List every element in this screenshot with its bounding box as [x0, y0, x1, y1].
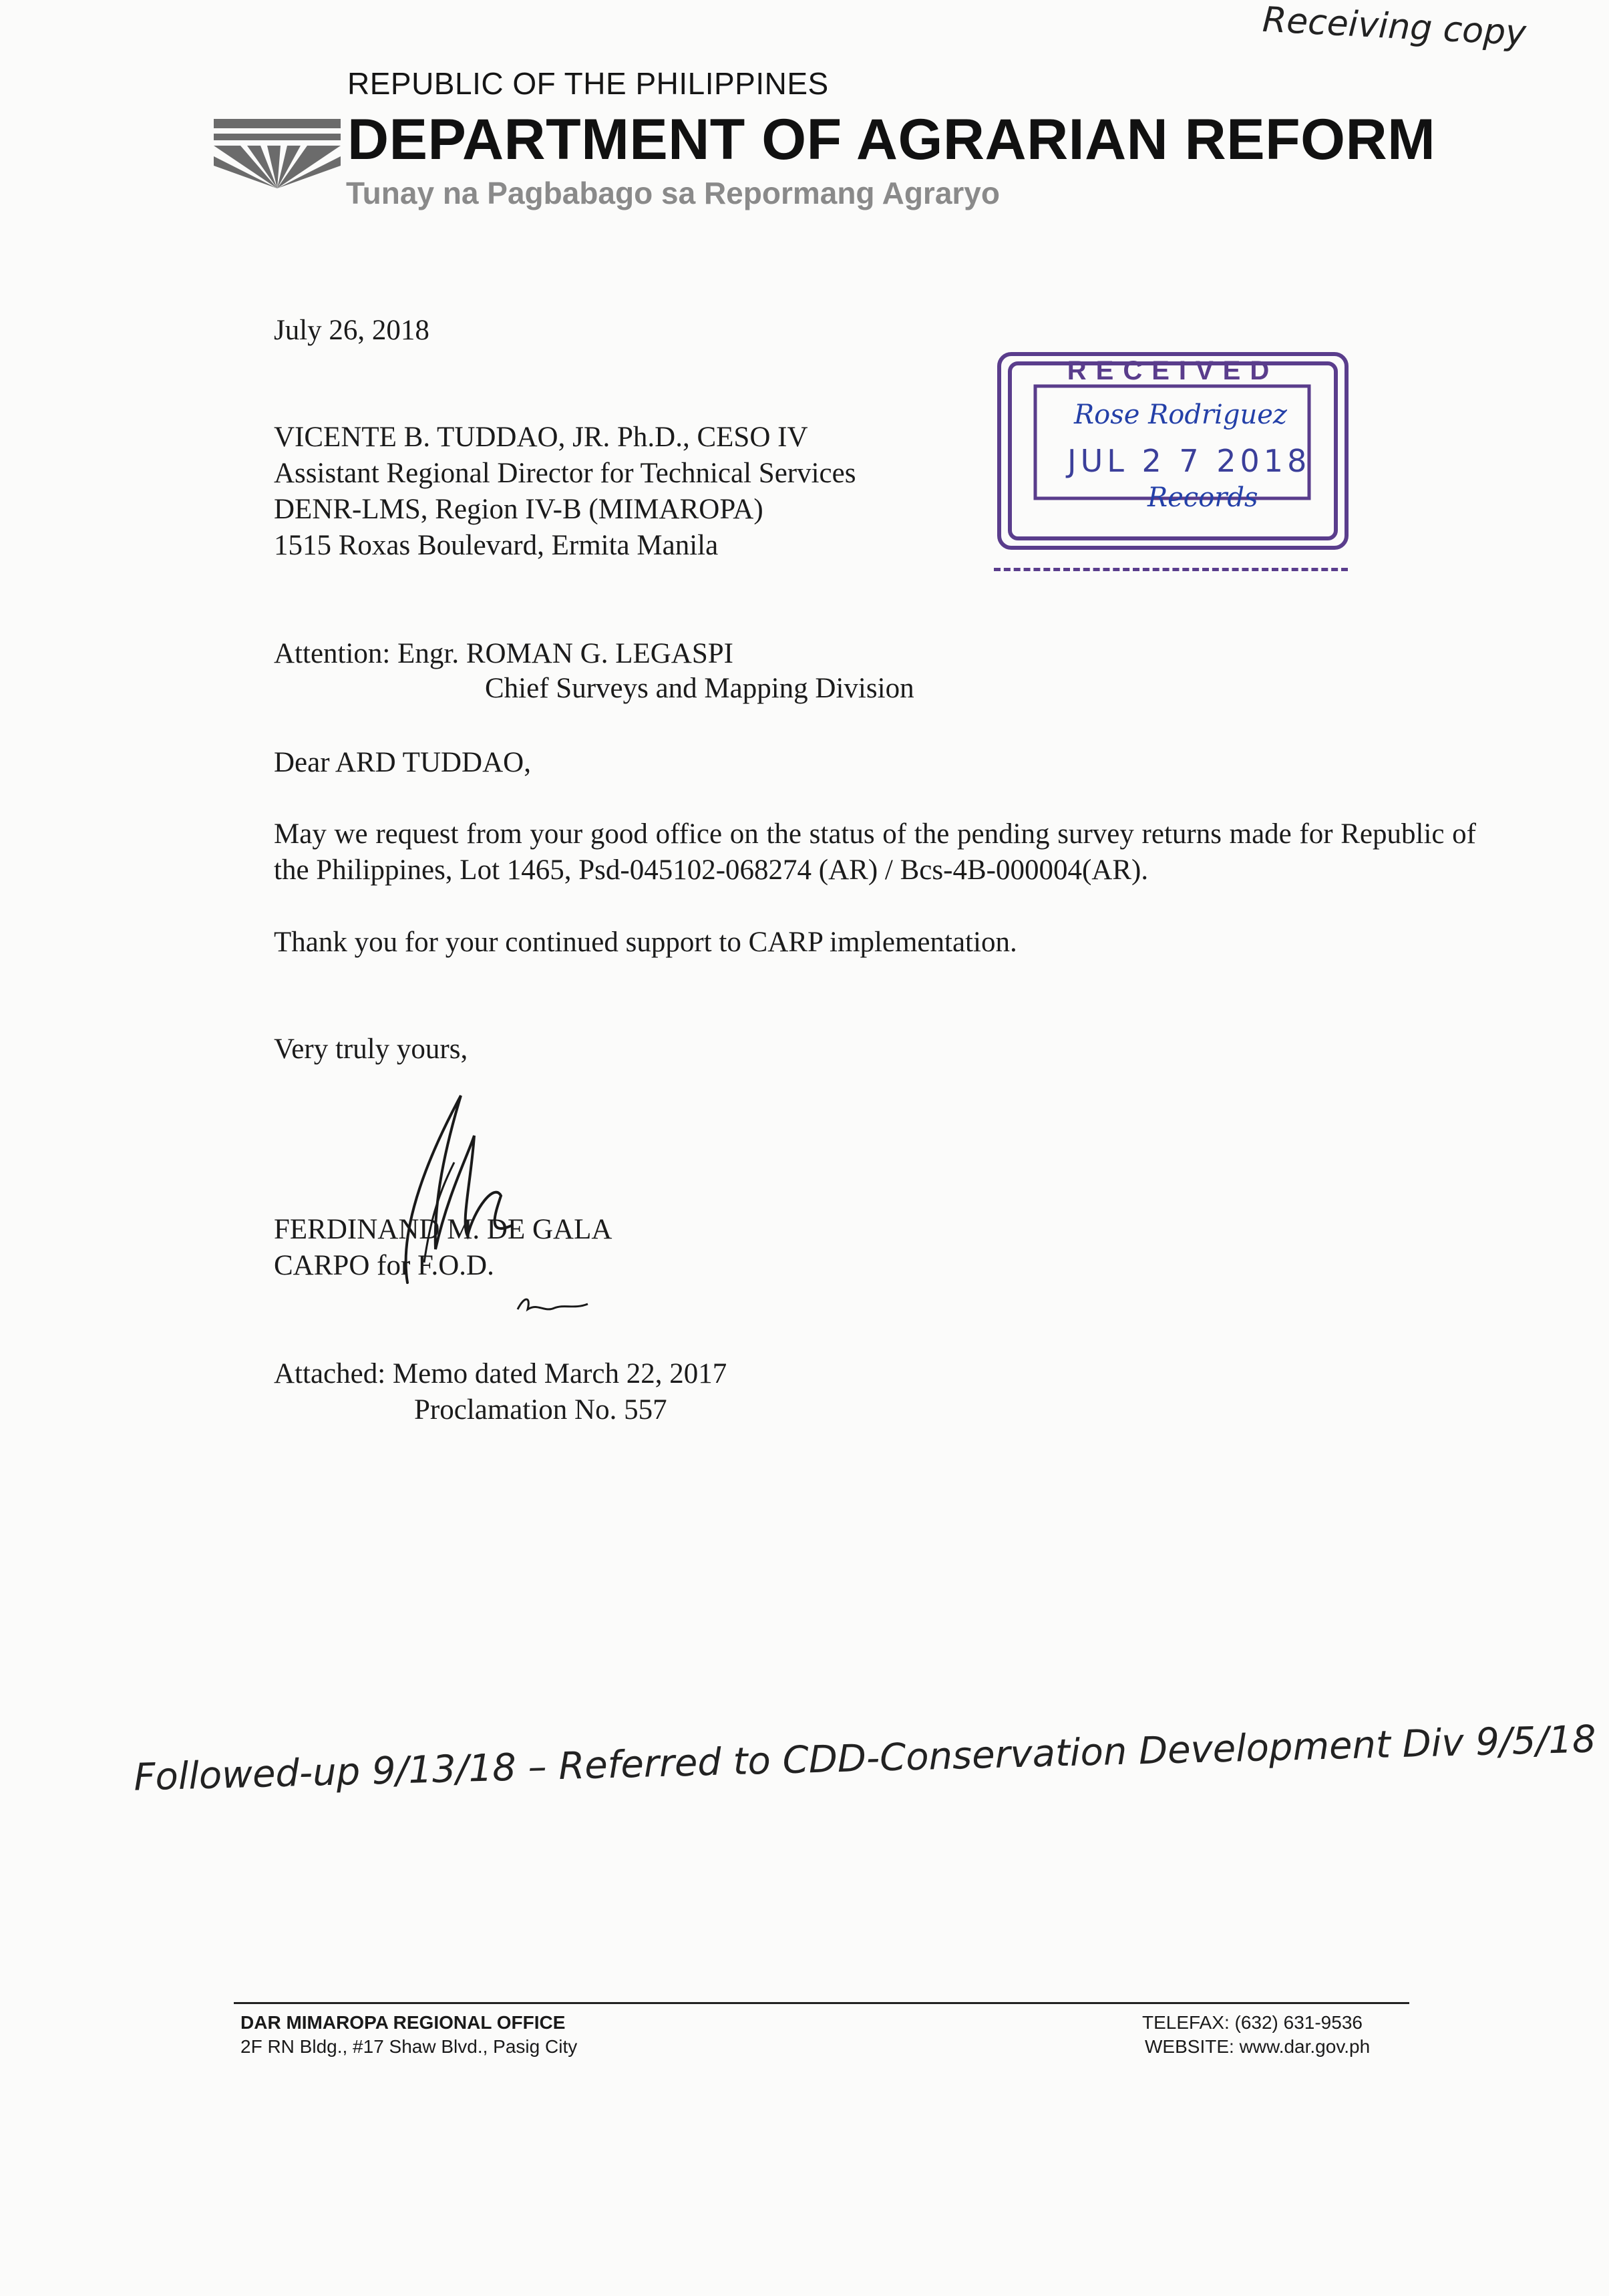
signatory-name: FERDINAND M. DE GALA [274, 1214, 612, 1245]
letter-date: July 26, 2018 [274, 315, 429, 346]
republic-heading: REPUBLIC OF THE PHILIPPINES [347, 66, 829, 101]
body-paragraph-thanks: Thank you for your continued support to CARP implementation. [274, 927, 1017, 958]
recipient-title: Assistant Regional Director for Technical Services [274, 458, 856, 489]
signatory-title: CARPO for F.O.D. [274, 1250, 494, 1281]
footer-address: 2F RN Bldg., #17 Shaw Blvd., Pasig City [240, 2036, 578, 2057]
stamp-date: JUL 2 7 2018 [1067, 443, 1311, 479]
stamp-unit: Records [1147, 482, 1258, 513]
attention-title: Chief Surveys and Mapping Division [485, 673, 914, 704]
footer-rule [234, 2002, 1409, 2004]
salutation: Dear ARD TUDDAO, [274, 747, 531, 778]
receiving-copy-note: Receiving copy [1261, 0, 1528, 54]
recipient-address: 1515 Roxas Boulevard, Ermita Manila [274, 530, 719, 561]
department-tagline: Tunay na Pagbabago sa Repormang Agraryo [346, 176, 1000, 210]
handwritten-initials [514, 1289, 594, 1323]
footer-telefax: TELEFAX: (632) 631-9536 [1142, 2012, 1363, 2033]
closing: Very truly yours, [274, 1033, 468, 1065]
followup-note: Followed-up 9/13/18 – Referred to CDD-Conservation Development Div 9/5/18 [133, 1717, 1597, 1800]
footer-office: DAR MIMAROPA REGIONAL OFFICE [240, 2012, 566, 2033]
body-paragraph-request: May we request from your good office on the status of the pending survey returns made for Republic of the Philippines, Lot 1465, Psd-045102-068274 (AR) / Bcs-4B-000004(AR). [274, 818, 1476, 886]
attention-line: Attention: Engr. ROMAN G. LEGASPI [274, 638, 733, 669]
footer-website: WEBSITE: www.dar.gov.ph [1145, 2036, 1371, 2057]
signatory-block [274, 1212, 612, 1284]
attachments-line: Attached: Memo dated March 22, 2017 [274, 1358, 727, 1389]
dar-sunburst-logo-icon [214, 119, 341, 194]
recipient-name: VICENTE B. TUDDAO, JR. Ph.D., CESO IV [274, 422, 808, 453]
recipient-office: DENR-LMS, Region IV-B (MIMAROPA) [274, 494, 763, 525]
attachment-item: Proclamation No. 557 [414, 1394, 667, 1426]
stamp-word: RECEIVED [1067, 356, 1279, 385]
stamp-dashed-line [994, 568, 1348, 571]
recipient-block [274, 420, 856, 564]
stamp-receiver-name: Rose Rodriguez [1074, 399, 1287, 430]
department-heading: DEPARTMENT OF AGRARIAN REFORM [347, 108, 1436, 172]
